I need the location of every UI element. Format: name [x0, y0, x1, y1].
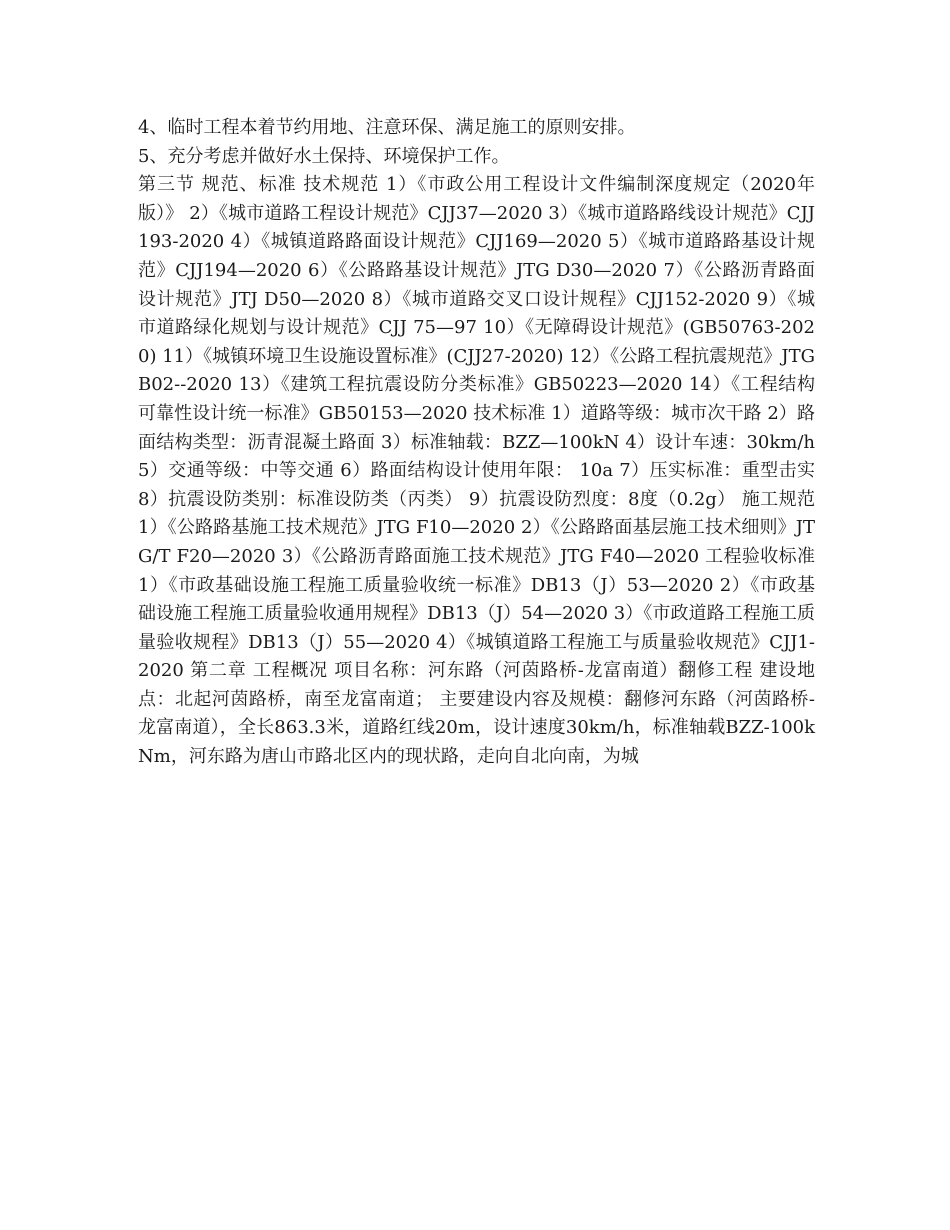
paragraph-3: 第三节 规范、标准 技术规范 1）《市政公用工程设计文件编制深度规定（2020年版）》 2）《城市道路工程设计规范》CJJ37—2020 3）《城市道路路线设计规范》CJJ193-2020 4）《城镇道路路面设计规范》CJJ169—2020 5）《城市道路路基设计规范》CJJ194—2020 6）《公路路基设计规范》JTG D30—2020 7）《公路沥青路面设计规范》JTJ D50—2020 8）《城市道路交叉口设计规程》CJJ152-2020 9）《城市道路绿化规划与设计规范》CJJ 75—97 10）《无障碍设计规范》(GB50763-2020) 11）《城镇环境卫生设施设置标准》(CJJ27-2020) 12）《公路工程抗震规范》JTG B02--2020 13）《建筑工程抗震设防分类标准》GB50223—2020 14）《工程结构可靠性设计统一标准》GB50153—2020 技术标准 1）道路等级：城市次干路 2）路面结构类型：沥青混凝土路面 3）标准轴载：BZZ—100kN 4）设计车速：30km/h 5）交通等级：中等交通 6）路面结构设计使用年限： 10a 7）压实标准：重型击实 8）抗震设防类别：标准设防类（丙类） 9）抗震设防烈度：8度（0.2g） 施工规范 1）《公路路基施工技术规范》JTG F10—2020 2）《公路路面基层施工技术细则》JTG/T F20—2020 3）《公路沥青路面施工技术规范》JTG F40—2020 工程验收标准 1）《市政基础设施工程施工质量验收统一标准》DB13（J）53—2020 2）《市政基础设施工程施工质量验收通用规程》DB13（J）54—2020 3）《市政道路工程施工质量验收规程》DB13（J）55—2020 4）《城镇道路工程施工与质量验收规范》CJJ1-2020 第二章 工程概况 项目名称：河东路（河茵路桥-龙富南道）翻修工程 建设地点：北起河茵路桥，南至龙富南道； 主要建设内容及规模：翻修河东路（河茵路桥-龙富南道），全长863.3米，道路红线20m，设计速度30km/h，标准轴载BZZ-100kNm，河东路为唐山市路北区内的现状路，走向自北向南，为城	[138, 174, 815, 768]
paragraph-2: 5、充分考虑并做好水土保持、环境保护工作。	[138, 145, 510, 167]
document-page	[138, 114, 815, 772]
paragraph-1: 4、临时工程本着节约用地、注意环保、满足施工的原则安排。	[138, 117, 636, 138]
